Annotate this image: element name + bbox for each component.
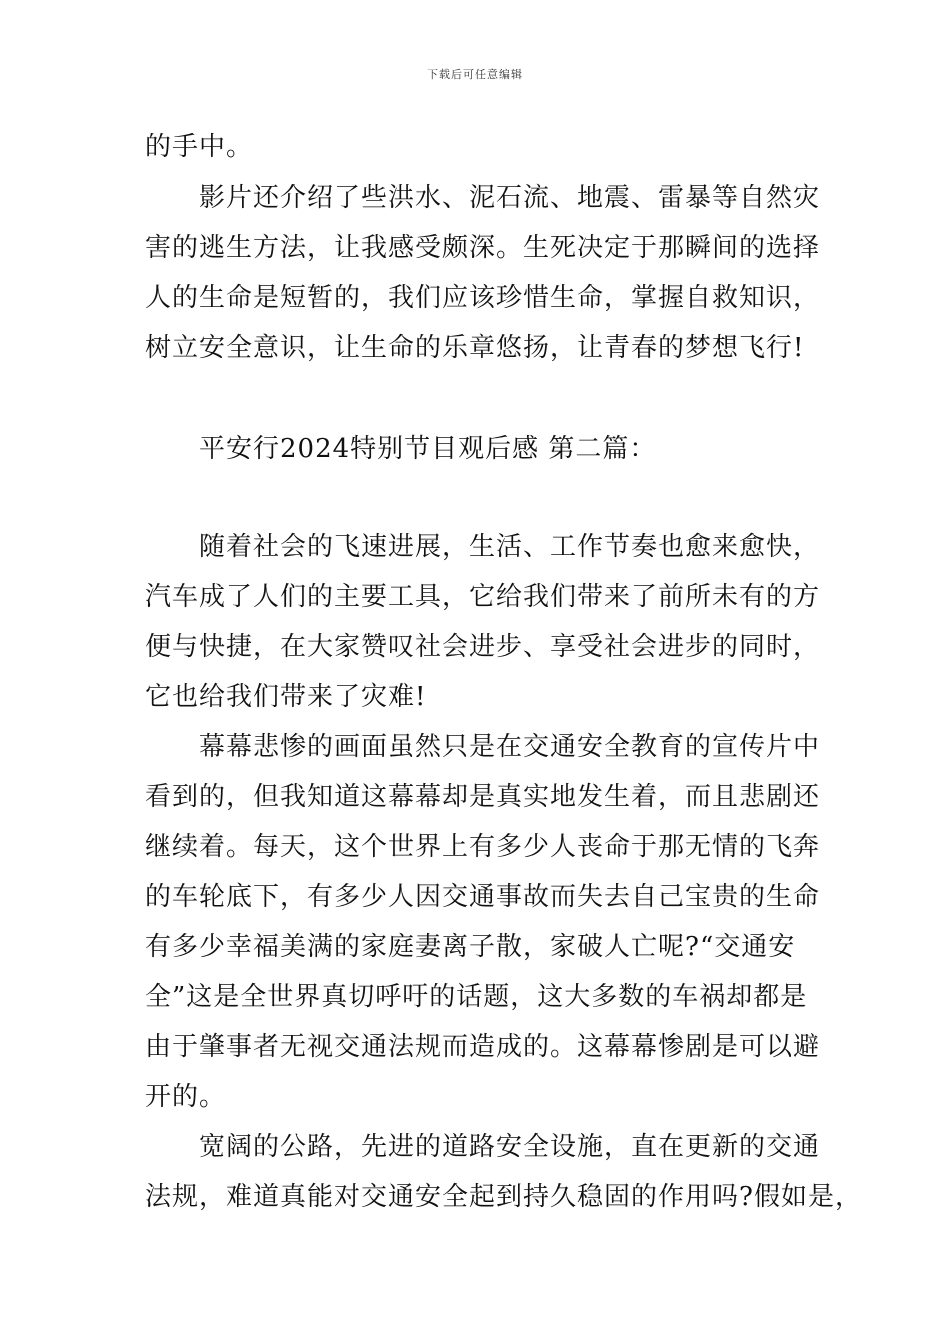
- text-line: 开的。: [145, 1082, 227, 1112]
- text-line: 全”这是全世界真切呼吁的话题，这大多数的车祸却都是: [145, 982, 808, 1012]
- text-line: 它也给我们带来了灾难!: [145, 682, 427, 712]
- text-line: 树立安全意识，让生命的乐章悠扬，让青春的梦想飞行!: [145, 333, 805, 363]
- paragraph-start-line: 幕幕悲惨的画面虽然只是在交通安全教育的宣传片中: [199, 732, 821, 762]
- paragraph-start-line: 随着社会的飞速进展，生活、工作节奏也愈来愈快，: [199, 532, 821, 562]
- text-line: 汽车成了人们的主要工具，它给我们带来了前所未有的方: [145, 582, 821, 612]
- page-header: 下载后可任意编辑: [427, 68, 523, 81]
- paragraph-start-line: 宽阔的公路，先进的道路安全设施，直在更新的交通: [199, 1132, 821, 1162]
- text-line: 的手中。: [145, 132, 254, 162]
- text-line: 由于肇事者无视交通法规而造成的。这幕幕惨剧是可以避: [145, 1032, 821, 1062]
- text-line: 人的生命是短暂的，我们应该珍惜生命，掌握自救知识，: [145, 283, 821, 313]
- text-line: 的车轮底下，有多少人因交通事故而失去自己宝贵的生命: [145, 882, 821, 912]
- text-line: 看到的，但我知道这幕幕却是真实地发生着，而且悲剧还: [145, 782, 821, 812]
- text-line: 害的逃生方法，让我感受颇深。生死决定于那瞬间的选择: [145, 233, 821, 263]
- text-line: 继续着。每天，这个世界上有多少人丧命于那无情的飞奔: [145, 832, 821, 862]
- section-heading: 平安行2024特别节目观后感 第二篇：: [199, 434, 657, 464]
- text-line: 便与快捷，在大家赞叹社会进步、享受社会进步的同时，: [145, 632, 821, 662]
- paragraph-start-line: 影片还介绍了些洪水、泥石流、地震、雷暴等自然灾: [199, 183, 821, 213]
- text-line: 法规，难道真能对交通安全起到持久稳固的作用吗?假如是，: [145, 1182, 862, 1212]
- text-line: 有多少幸福美满的家庭妻离子散，家破人亡呢?“交通安: [145, 932, 796, 962]
